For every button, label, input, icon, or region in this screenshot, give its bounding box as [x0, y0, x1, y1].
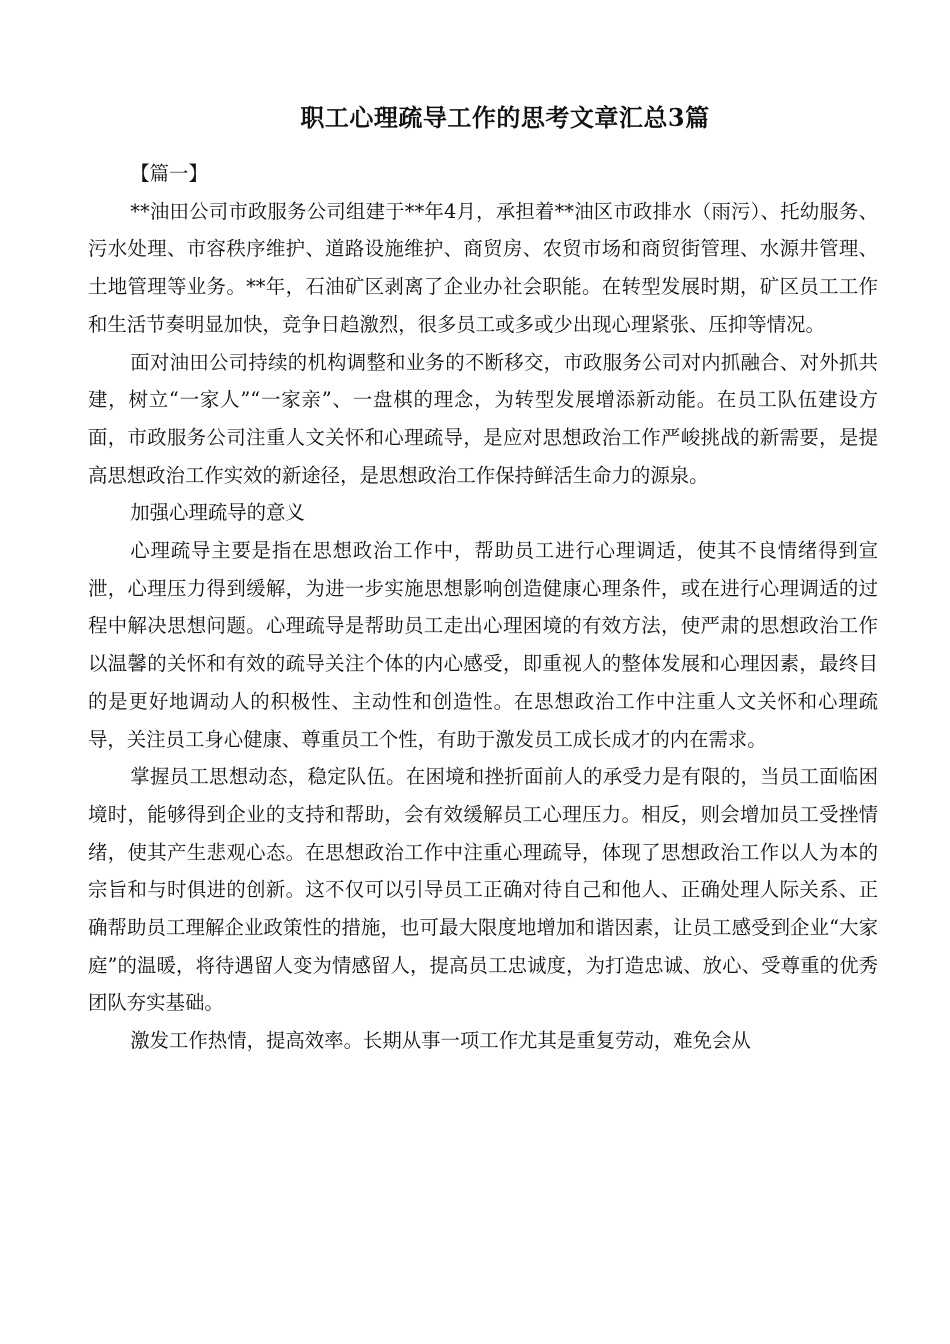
- paragraph: 激发工作热情，提高效率。长期从事一项工作尤其是重复劳动，难免会从: [130, 1029, 751, 1053]
- document-title: 职工心理疏导工作的思考文章汇总3篇: [300, 103, 710, 132]
- subheading: 加强心理疏导的意义: [130, 501, 305, 525]
- paragraph: 面对油田公司持续的机构调整和业务的不断移交，市政服务公司对内抓融合、对外抓共建，树立“一家人”“一家亲”、一盘棋的理念，为转型发展增添新动能。在员工队伍建设方面，市政服务公司注重人文关怀和心理疏导，是应对思想政治工作严峻挑战的新需要，是提高思想政治工作实效的新途径，是思想政治工作保持鲜活生命力的源泉。: [88, 350, 878, 487]
- document-body: [88, 155, 878, 1060]
- paragraph: 掌握员工思想动态，稳定队伍。在困境和挫折面前人的承受力是有限的，当员工面临困境时，能够得到企业的支持和帮助，会有效缓解员工心理压力。相反，则会增加员工受挫情绪，使其产生悲观心态。在思想政治工作中注重心理疏导，体现了思想政治工作以人为本的宗旨和与时俱进的创新。这不仅可以引导员工正确对待自己和他人、正确处理人际关系、正确帮助员工理解企业政策性的措施，也可最大限度地增加和谐因素，让员工感受到企业“大家庭”的温暖，将待遇留人变为情感留人，提高员工忠诚度，为打造忠诚、放心、受尊重的优秀团队夯实基础。: [88, 765, 878, 1015]
- section-label: 【篇一】: [130, 162, 208, 185]
- paragraph: 心理疏导主要是指在思想政治工作中，帮助员工进行心理调适，使其不良情绪得到宣泄，心理压力得到缓解，为进一步实施思想影响创造健康心理条件，或在进行心理调适的过程中解决思想问题。心理疏导是帮助员工走出心理困境的有效方法，使严肃的思想政治工作以温馨的关怀和有效的疏导关注个体的内心感受，即重视人的整体发展和心理因素，最终目的是更好地调动人的积极性、主动性和创造性。在思想政治工作中注重人文关怀和心理疏导，关注员工身心健康、尊重员工个性，有助于激发员工成长成才的内在需求。: [88, 539, 878, 751]
- paragraph: **油田公司市政服务公司组建于**年4月，承担着**油区市政排水（雨污）、托幼服务、污水处理、市容秩序维护、道路设施维护、商贸房、农贸市场和商贸街管理、水源井管理、土地管理等业务。**年，石油矿区剥离了企业办社会职能。在转型发展时期，矿区员工工作和生活节奏明显加快，竞争日趋激烈，很多员工或多或少出现心理紧张、压抑等情况。: [88, 199, 878, 336]
